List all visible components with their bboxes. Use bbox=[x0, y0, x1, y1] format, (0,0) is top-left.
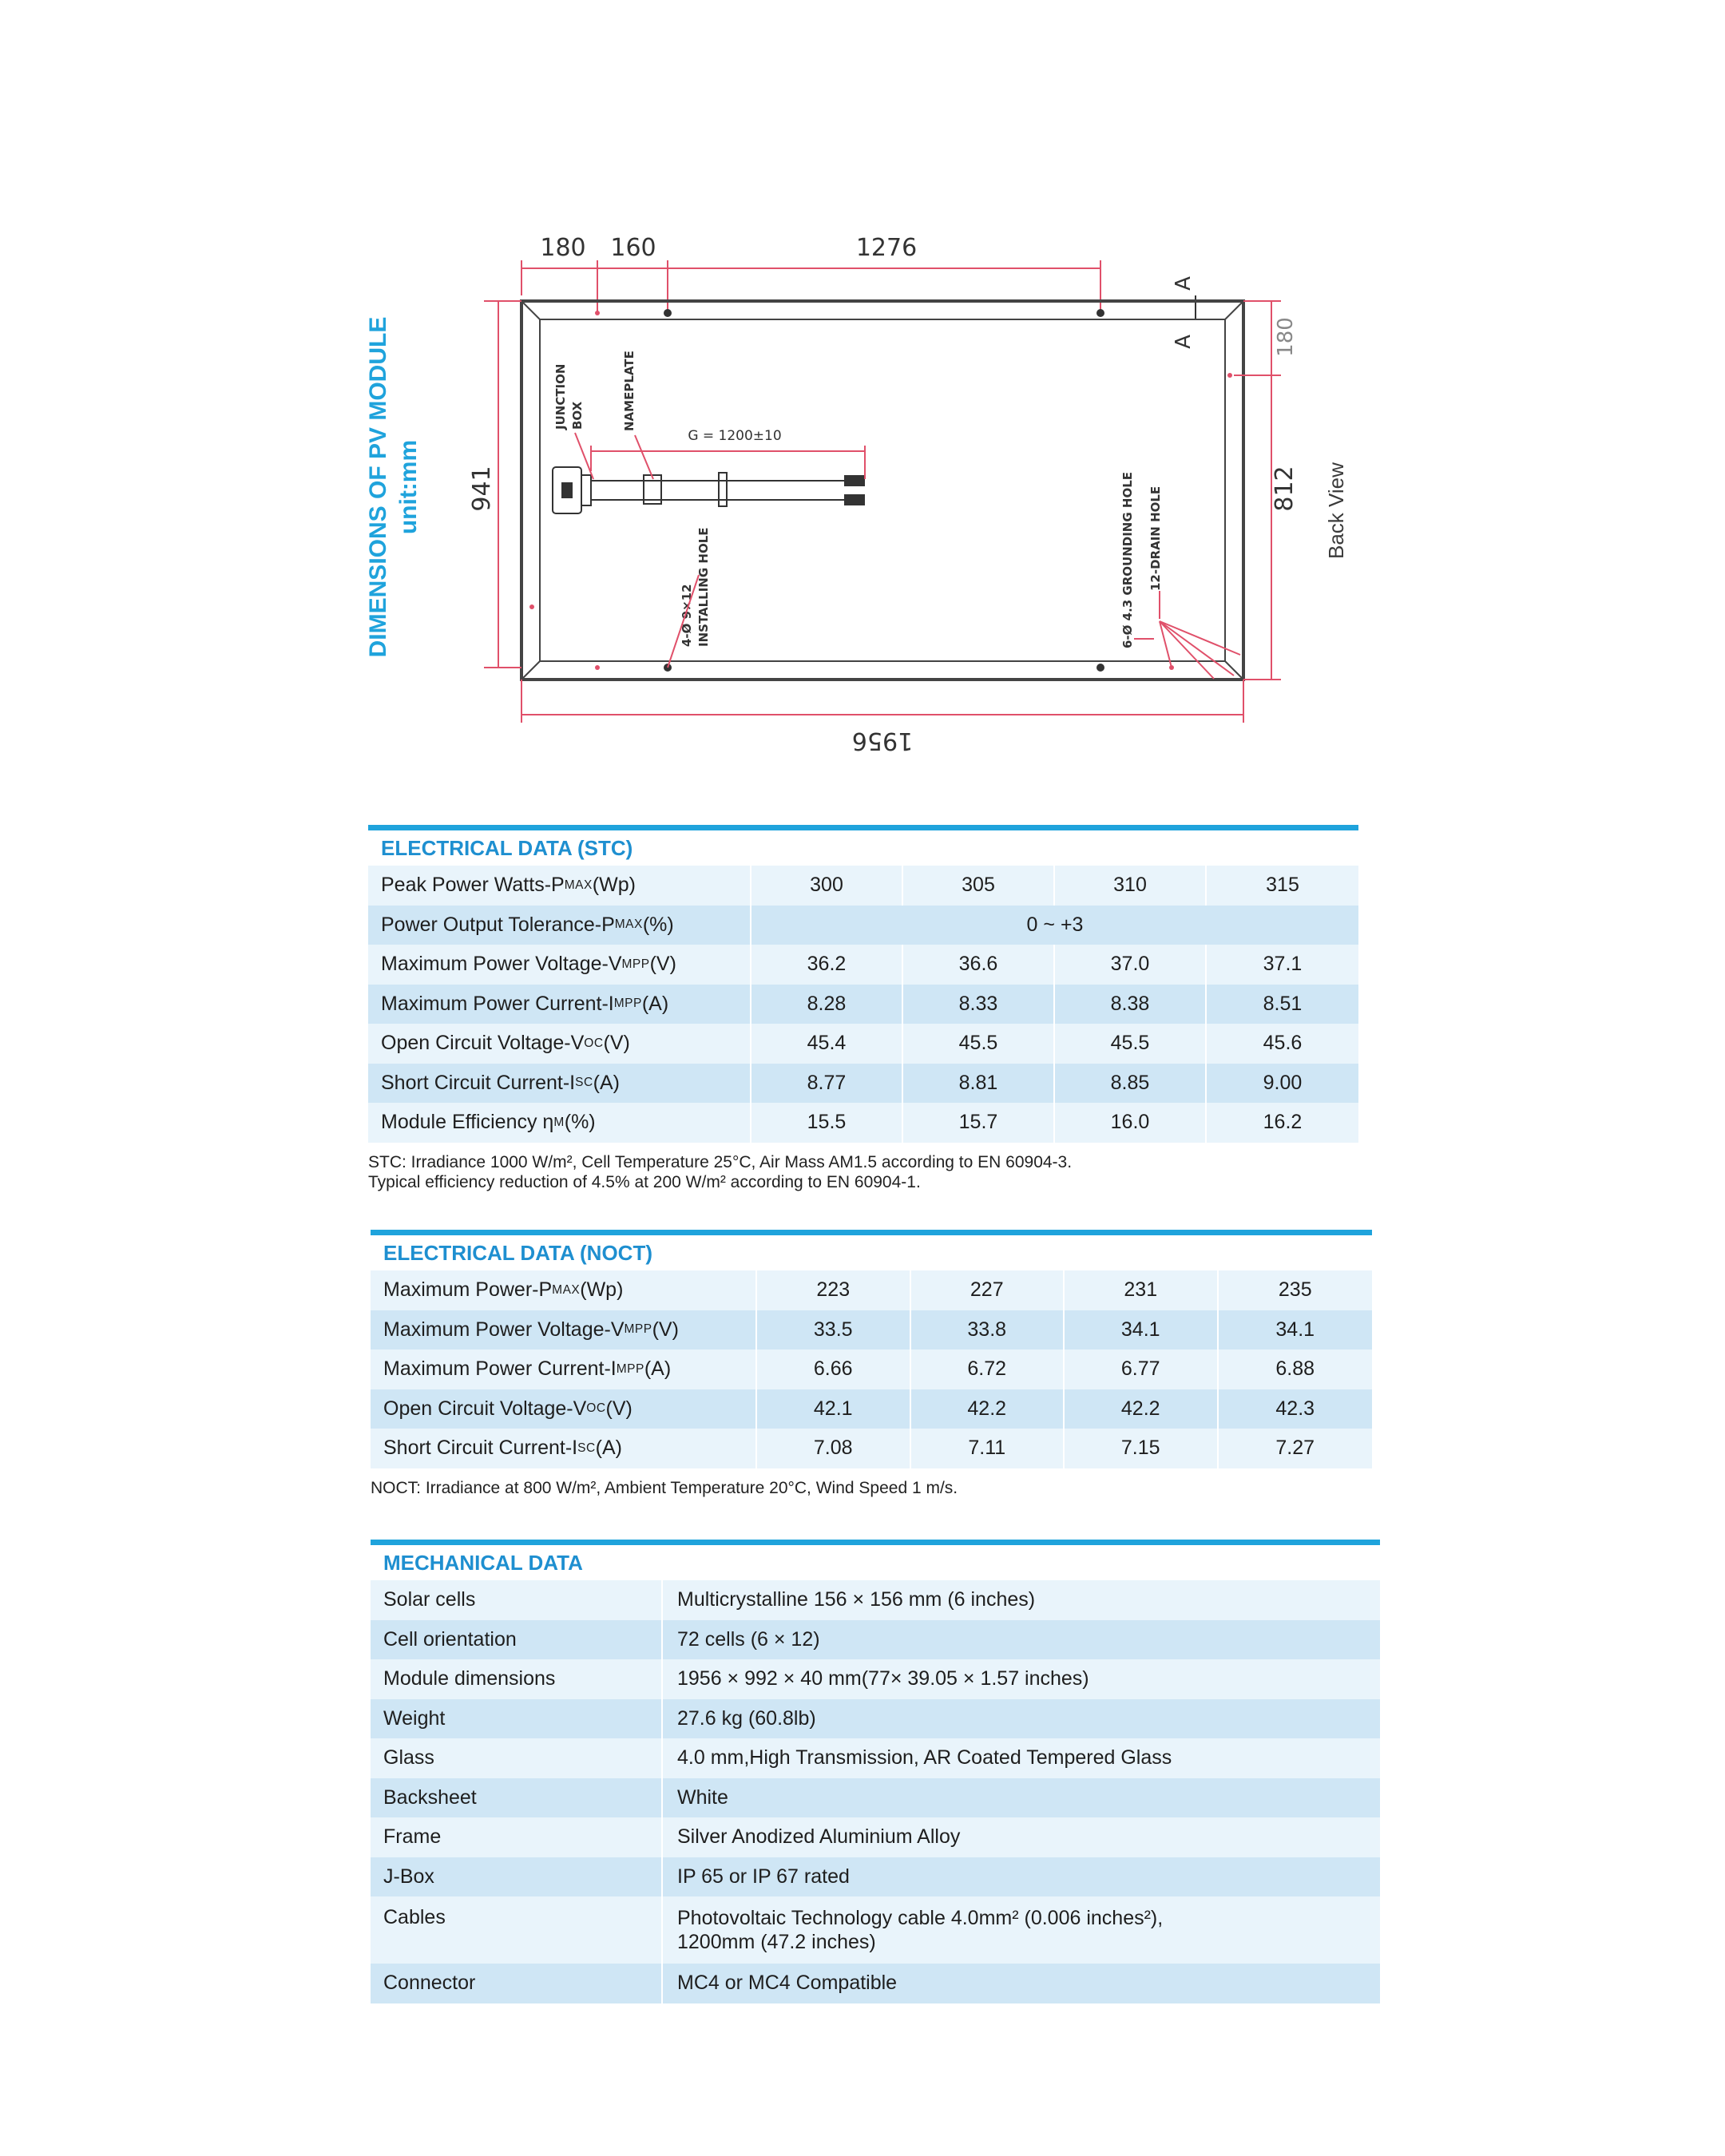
row-value: 45.5 bbox=[903, 1024, 1055, 1064]
row-value: 34.1 bbox=[1275, 1318, 1315, 1341]
junction-box bbox=[553, 467, 591, 513]
row-value: 45.5 bbox=[1055, 1024, 1207, 1064]
row-value: 235 bbox=[1278, 1278, 1312, 1302]
table-row bbox=[371, 1580, 1380, 1620]
row-label-text: Open Circuit Voltage-V bbox=[381, 1032, 585, 1055]
grounding-hole-label: 6-Ø 4.3 GROUNDING HOLE bbox=[1120, 471, 1135, 648]
row-value: 6.88 bbox=[1275, 1357, 1315, 1381]
table-row bbox=[371, 1738, 1380, 1778]
row-label-subscript: SC bbox=[575, 1076, 593, 1090]
row-value: 231 bbox=[1065, 1270, 1219, 1310]
table-row bbox=[368, 1064, 1358, 1104]
table-row bbox=[368, 945, 1358, 985]
row-label bbox=[371, 1389, 757, 1429]
table-row bbox=[371, 1778, 1380, 1818]
table-row bbox=[371, 1659, 1380, 1699]
row-label-unit: (%) bbox=[564, 1111, 596, 1134]
row-label-text: Short Circuit Current-I bbox=[383, 1437, 578, 1460]
svg-text:INSTALLING HOLE: INSTALLING HOLE bbox=[696, 527, 711, 647]
section-bar bbox=[368, 825, 1358, 830]
row-label: Cell orientation bbox=[371, 1620, 663, 1660]
row-label-text: Maximum Power Current-I bbox=[383, 1357, 617, 1381]
row-label: J-Box bbox=[371, 1857, 663, 1897]
row-value: 16.2 bbox=[1263, 1111, 1303, 1134]
section-title: ELECTRICAL DATA (STC) bbox=[381, 836, 633, 860]
row-value: 6.72 bbox=[911, 1349, 1065, 1389]
row-label: Weight bbox=[371, 1699, 663, 1739]
row-label bbox=[368, 1103, 751, 1143]
row-label-subscript: MPP bbox=[621, 957, 650, 971]
row-value: 45.4 bbox=[751, 1024, 903, 1064]
row-label: Cables bbox=[371, 1896, 663, 1964]
row-label bbox=[368, 906, 751, 945]
electrical-data-stc bbox=[368, 825, 1358, 1192]
row-label-subscript: MAX bbox=[552, 1282, 581, 1297]
cables bbox=[591, 473, 864, 506]
row-label-subscript: MPP bbox=[616, 1361, 644, 1376]
table-row bbox=[371, 1964, 1380, 2003]
row-value-line2: 1200mm (47.2 inches) bbox=[677, 1931, 876, 1953]
row-value: 6.77 bbox=[1065, 1349, 1219, 1389]
row-label: Backsheet bbox=[371, 1778, 663, 1818]
row-label bbox=[368, 945, 751, 985]
row-value-line1: Photovoltaic Technology cable 4.0mm² (0.006 inches²), bbox=[677, 1907, 1164, 1929]
row-value: 15.5 bbox=[751, 1103, 903, 1143]
row-label: Connector bbox=[371, 1964, 663, 2003]
row-value: 42.1 bbox=[757, 1389, 911, 1429]
row-label-unit: (A) bbox=[595, 1437, 622, 1460]
stc-note bbox=[368, 1152, 1358, 1192]
row-value: IP 65 or IP 67 rated bbox=[677, 1865, 850, 1888]
row-label-text: Maximum Power Voltage-V bbox=[381, 953, 622, 976]
row-label-subscript: MPP bbox=[624, 1322, 652, 1337]
row-value: 7.11 bbox=[911, 1429, 1065, 1468]
row-label-subscript: MPP bbox=[613, 997, 642, 1011]
row-label: Module dimensions bbox=[371, 1659, 663, 1699]
diagram-title bbox=[363, 303, 424, 671]
row-value: 33.5 bbox=[757, 1310, 911, 1350]
row-label bbox=[371, 1270, 757, 1310]
table-row bbox=[371, 1896, 1380, 1964]
row-label-unit: (Wp) bbox=[580, 1278, 624, 1302]
row-value: 8.85 bbox=[1055, 1064, 1207, 1104]
row-label bbox=[371, 1349, 757, 1389]
table-row bbox=[371, 1817, 1380, 1857]
row-label-subscript: SC bbox=[577, 1441, 596, 1455]
row-value: 305 bbox=[903, 866, 1055, 906]
dim-160: 160 bbox=[610, 234, 656, 262]
row-value: 4.0 mm,High Transmission, AR Coated Tempered Glass bbox=[677, 1746, 1172, 1770]
row-label bbox=[371, 1310, 757, 1350]
row-label-subscript: MAX bbox=[564, 878, 593, 892]
dim-1276: 1276 bbox=[855, 234, 918, 262]
dim-180-right: 180 bbox=[1274, 317, 1298, 357]
row-value: 7.15 bbox=[1065, 1429, 1219, 1468]
svg-text:JUNCTION: JUNCTION bbox=[553, 363, 568, 430]
row-value: 8.28 bbox=[751, 985, 903, 1024]
row-value: 1956 × 992 × 40 mm(77× 39.05 × 1.57 inches) bbox=[677, 1667, 1089, 1690]
row-value: 315 bbox=[1266, 874, 1299, 897]
row-value: 6.66 bbox=[757, 1349, 911, 1389]
row-value: 45.6 bbox=[1263, 1032, 1303, 1055]
row-value: 310 bbox=[1055, 866, 1207, 906]
row-value: 27.6 kg (60.8lb) bbox=[677, 1706, 816, 1730]
row-label-unit: (A) bbox=[641, 992, 669, 1015]
svg-text:BOX: BOX bbox=[570, 401, 585, 430]
row-value: 34.1 bbox=[1065, 1310, 1219, 1350]
table-row bbox=[371, 1857, 1380, 1897]
row-value: 8.81 bbox=[903, 1064, 1055, 1104]
row-value: 16.0 bbox=[1055, 1103, 1207, 1143]
row-label-text: Peak Power Watts-P bbox=[381, 874, 565, 897]
cable-length-dimension bbox=[591, 446, 865, 479]
row-label-subscript: OC bbox=[586, 1401, 606, 1416]
row-label-text: Module Efficiency η bbox=[381, 1111, 554, 1134]
table-row bbox=[368, 866, 1358, 906]
section-marker bbox=[1172, 276, 1196, 349]
row-label-unit: (A) bbox=[644, 1357, 672, 1381]
row-label-unit: (Wp) bbox=[592, 874, 636, 897]
row-value: 8.77 bbox=[751, 1064, 903, 1104]
row-label-unit: (V) bbox=[652, 1318, 679, 1341]
row-label bbox=[368, 1024, 751, 1064]
row-value: 37.1 bbox=[1263, 953, 1303, 976]
junction-box-label bbox=[553, 364, 585, 430]
row-value: White bbox=[677, 1785, 728, 1809]
row-value bbox=[663, 1896, 1380, 1964]
row-label-subscript: MAX bbox=[614, 917, 643, 932]
row-label bbox=[368, 985, 751, 1024]
table-row bbox=[368, 1103, 1358, 1143]
noct-note: NOCT: Irradiance at 800 W/m², Ambient Temperature 20°C, Wind Speed 1 m/s. bbox=[371, 1478, 958, 1497]
dim-1956: 1956 bbox=[851, 727, 914, 755]
top-dimension-line bbox=[521, 260, 1100, 313]
table-row bbox=[371, 1310, 1372, 1350]
section-bar bbox=[371, 1230, 1372, 1235]
table-row bbox=[371, 1620, 1380, 1660]
row-value-span: 0 ~ +3 bbox=[1026, 913, 1084, 936]
table-row bbox=[371, 1699, 1380, 1739]
back-view-label: Back View bbox=[1324, 462, 1348, 559]
row-value: 8.51 bbox=[1263, 992, 1303, 1015]
svg-text:4-Ø 9×12: 4-Ø 9×12 bbox=[680, 584, 694, 647]
table-row bbox=[368, 985, 1358, 1024]
table-row bbox=[371, 1389, 1372, 1429]
section-title: MECHANICAL DATA bbox=[383, 1551, 583, 1575]
row-label-unit: (V) bbox=[605, 1397, 632, 1420]
row-label-text: Power Output Tolerance-P bbox=[381, 913, 615, 936]
cable-length-label: G = 1200±10 bbox=[688, 428, 782, 444]
section-title: ELECTRICAL DATA (NOCT) bbox=[383, 1241, 652, 1265]
row-value: 227 bbox=[911, 1270, 1065, 1310]
row-label bbox=[368, 1064, 751, 1104]
row-value: 42.2 bbox=[911, 1389, 1065, 1429]
row-label-text: Maximum Power-P bbox=[383, 1278, 553, 1302]
row-value: 223 bbox=[757, 1270, 911, 1310]
table-row bbox=[368, 906, 1358, 945]
row-label-unit: (V) bbox=[603, 1032, 630, 1055]
dim-180-top: 180 bbox=[540, 234, 586, 262]
row-label bbox=[368, 866, 751, 906]
row-label: Solar cells bbox=[371, 1580, 663, 1620]
row-value: MC4 or MC4 Compatible bbox=[677, 1972, 898, 1995]
row-label: Glass bbox=[371, 1738, 663, 1778]
row-value: 8.33 bbox=[903, 985, 1055, 1024]
table-row bbox=[371, 1349, 1372, 1389]
table-row bbox=[371, 1429, 1372, 1468]
row-value: 72 cells (6 × 12) bbox=[677, 1627, 820, 1651]
row-value: 36.2 bbox=[751, 945, 903, 985]
row-value: 9.00 bbox=[1263, 1071, 1303, 1094]
dim-941: 941 bbox=[468, 466, 496, 512]
row-value: 42.2 bbox=[1065, 1389, 1219, 1429]
row-value: Silver Anodized Aluminium Alloy bbox=[677, 1825, 961, 1849]
row-value: 33.8 bbox=[911, 1310, 1065, 1350]
drain-hole-label: 12-DRAIN HOLE bbox=[1148, 485, 1163, 591]
row-label-subscript: OC bbox=[584, 1036, 604, 1050]
nameplate-label: NAMEPLATE bbox=[622, 351, 636, 431]
row-value: 8.38 bbox=[1055, 985, 1207, 1024]
bottom-dimension-line bbox=[521, 680, 1243, 723]
svg-text:A: A bbox=[1172, 276, 1196, 291]
row-value: 7.08 bbox=[757, 1429, 911, 1468]
module-dimension-drawing bbox=[0, 0, 1725, 783]
table-row bbox=[368, 1024, 1358, 1064]
row-value: Multicrystalline 156 × 156 mm (6 inches) bbox=[677, 1588, 1036, 1611]
row-label-text: Short Circuit Current-I bbox=[381, 1071, 576, 1094]
row-label-unit: (%) bbox=[642, 913, 674, 936]
installing-holes bbox=[664, 309, 1104, 672]
stc-note-line2: Typical efficiency reduction of 4.5% at 200 W/m² according to EN 60904-1. bbox=[368, 1172, 921, 1191]
row-label-text: Maximum Power Voltage-V bbox=[383, 1318, 625, 1341]
row-value: 300 bbox=[751, 866, 903, 906]
stc-note-line1: STC: Irradiance 1000 W/m², Cell Temperature 25°C, Air Mass AM1.5 according to EN 60904-3. bbox=[368, 1152, 1073, 1171]
dim-812: 812 bbox=[1271, 466, 1299, 512]
row-value: 15.7 bbox=[903, 1103, 1055, 1143]
row-value: 37.0 bbox=[1055, 945, 1207, 985]
electrical-data-noct bbox=[371, 1230, 1372, 1498]
row-value: 36.6 bbox=[903, 945, 1055, 985]
row-label-subscript: M bbox=[553, 1115, 565, 1129]
row-label-unit: (V) bbox=[649, 953, 676, 976]
mechanical-data bbox=[371, 1540, 1380, 2003]
row-value: 42.3 bbox=[1275, 1397, 1315, 1420]
row-value: 7.27 bbox=[1275, 1437, 1315, 1460]
row-label-text: Open Circuit Voltage-V bbox=[383, 1397, 587, 1420]
row-label-text: Maximum Power Current-I bbox=[381, 992, 614, 1015]
table-row bbox=[371, 1270, 1372, 1310]
row-label: Frame bbox=[371, 1817, 663, 1857]
section-bar bbox=[371, 1540, 1380, 1545]
diagram-title-unit: unit:mm bbox=[395, 439, 422, 535]
row-label bbox=[371, 1429, 757, 1468]
row-label-unit: (A) bbox=[593, 1071, 620, 1094]
diagram-title-main: DIMENSIONS OF PV MODULE bbox=[365, 316, 391, 658]
svg-text:A: A bbox=[1172, 335, 1196, 349]
